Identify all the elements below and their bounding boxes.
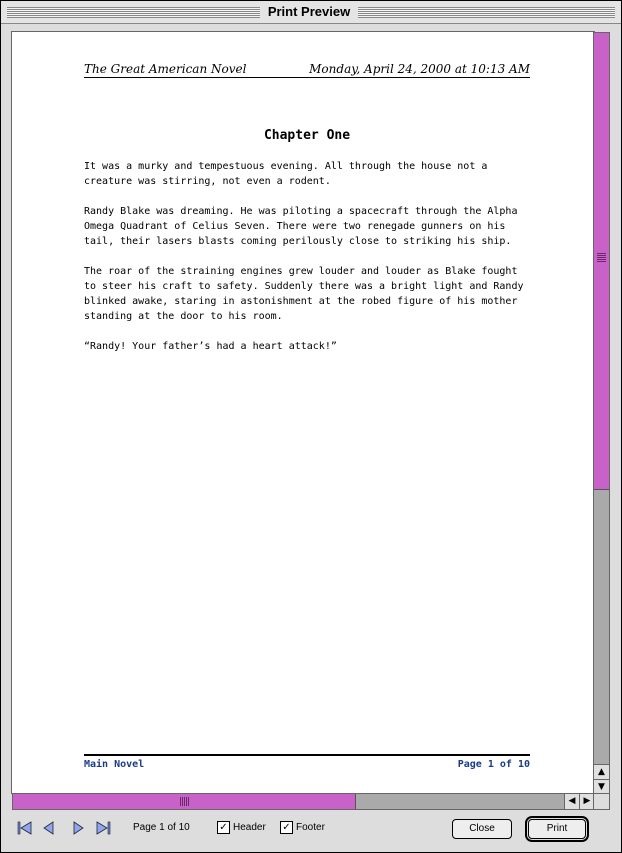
last-page-icon[interactable]	[93, 819, 113, 837]
scroll-up-arrow-icon[interactable]: ▲	[594, 764, 609, 779]
page-footer-section: Main Novel	[84, 759, 145, 770]
scroll-down-arrow-icon[interactable]: ▼	[594, 779, 609, 794]
page-count-label: Page 1 of 10	[133, 822, 190, 833]
scrollbar-corner	[593, 793, 610, 810]
page-header-date: Monday, April 24, 2000 at 10:13 AM	[309, 62, 530, 76]
header-checkbox-label: Header	[233, 822, 266, 833]
paragraph-2: Randy Blake was dreaming. He was piloting a spacecraft through the Alpha Omega Quadrant of Celius Seven. There were two renegade gunners on his tail, their lasers blasts coming perilously close to striking his ship.	[84, 206, 518, 247]
next-page-icon[interactable]	[69, 819, 89, 837]
paragraph-4: “Randy! Your father’s had a heart attack!”	[84, 341, 337, 352]
footer-rule	[84, 754, 530, 756]
preview-page	[11, 31, 595, 794]
title-bar-stripes-right	[358, 7, 615, 18]
close-button[interactable]: Close	[452, 819, 512, 839]
grip-icon	[597, 253, 606, 263]
header-rule	[84, 77, 530, 78]
paragraph-1: It was a murky and tempestuous evening. All through the house not a creature was stirring, not even a rodent.	[84, 161, 488, 187]
first-page-icon[interactable]	[15, 819, 35, 837]
page-header-title: The Great American Novel	[84, 62, 247, 76]
previous-page-icon[interactable]	[39, 819, 59, 837]
page-footer-number: Page 1 of 10	[457, 759, 530, 770]
window-title: Print Preview	[267, 4, 351, 19]
grip-icon	[180, 797, 190, 806]
paragraph-3: The roar of the straining engines grew louder and louder as Blake fought to steer his craft to safety. Suddenly there was a bright light and Randy blinked awake, staring in astonishment at the robed figure of his mother standing at the door to his room.	[84, 266, 524, 322]
vertical-scrollbar[interactable]	[593, 32, 610, 795]
horizontal-scrollbar[interactable]	[12, 793, 595, 810]
title-bar[interactable]	[1, 1, 621, 24]
print-button[interactable]: Print	[528, 819, 586, 839]
title-bar-stripes-left	[7, 7, 260, 18]
chapter-title: Chapter One	[263, 128, 351, 143]
header-checkbox[interactable]: ✓	[217, 821, 230, 834]
footer-checkbox-label: Footer	[296, 822, 325, 833]
horizontal-scroll-thumb[interactable]	[13, 794, 356, 809]
vertical-scroll-thumb[interactable]	[594, 33, 609, 490]
scroll-left-arrow-icon[interactable]: ◀	[564, 794, 579, 809]
scroll-right-arrow-icon[interactable]: ▶	[579, 794, 594, 809]
footer-checkbox[interactable]: ✓	[280, 821, 293, 834]
